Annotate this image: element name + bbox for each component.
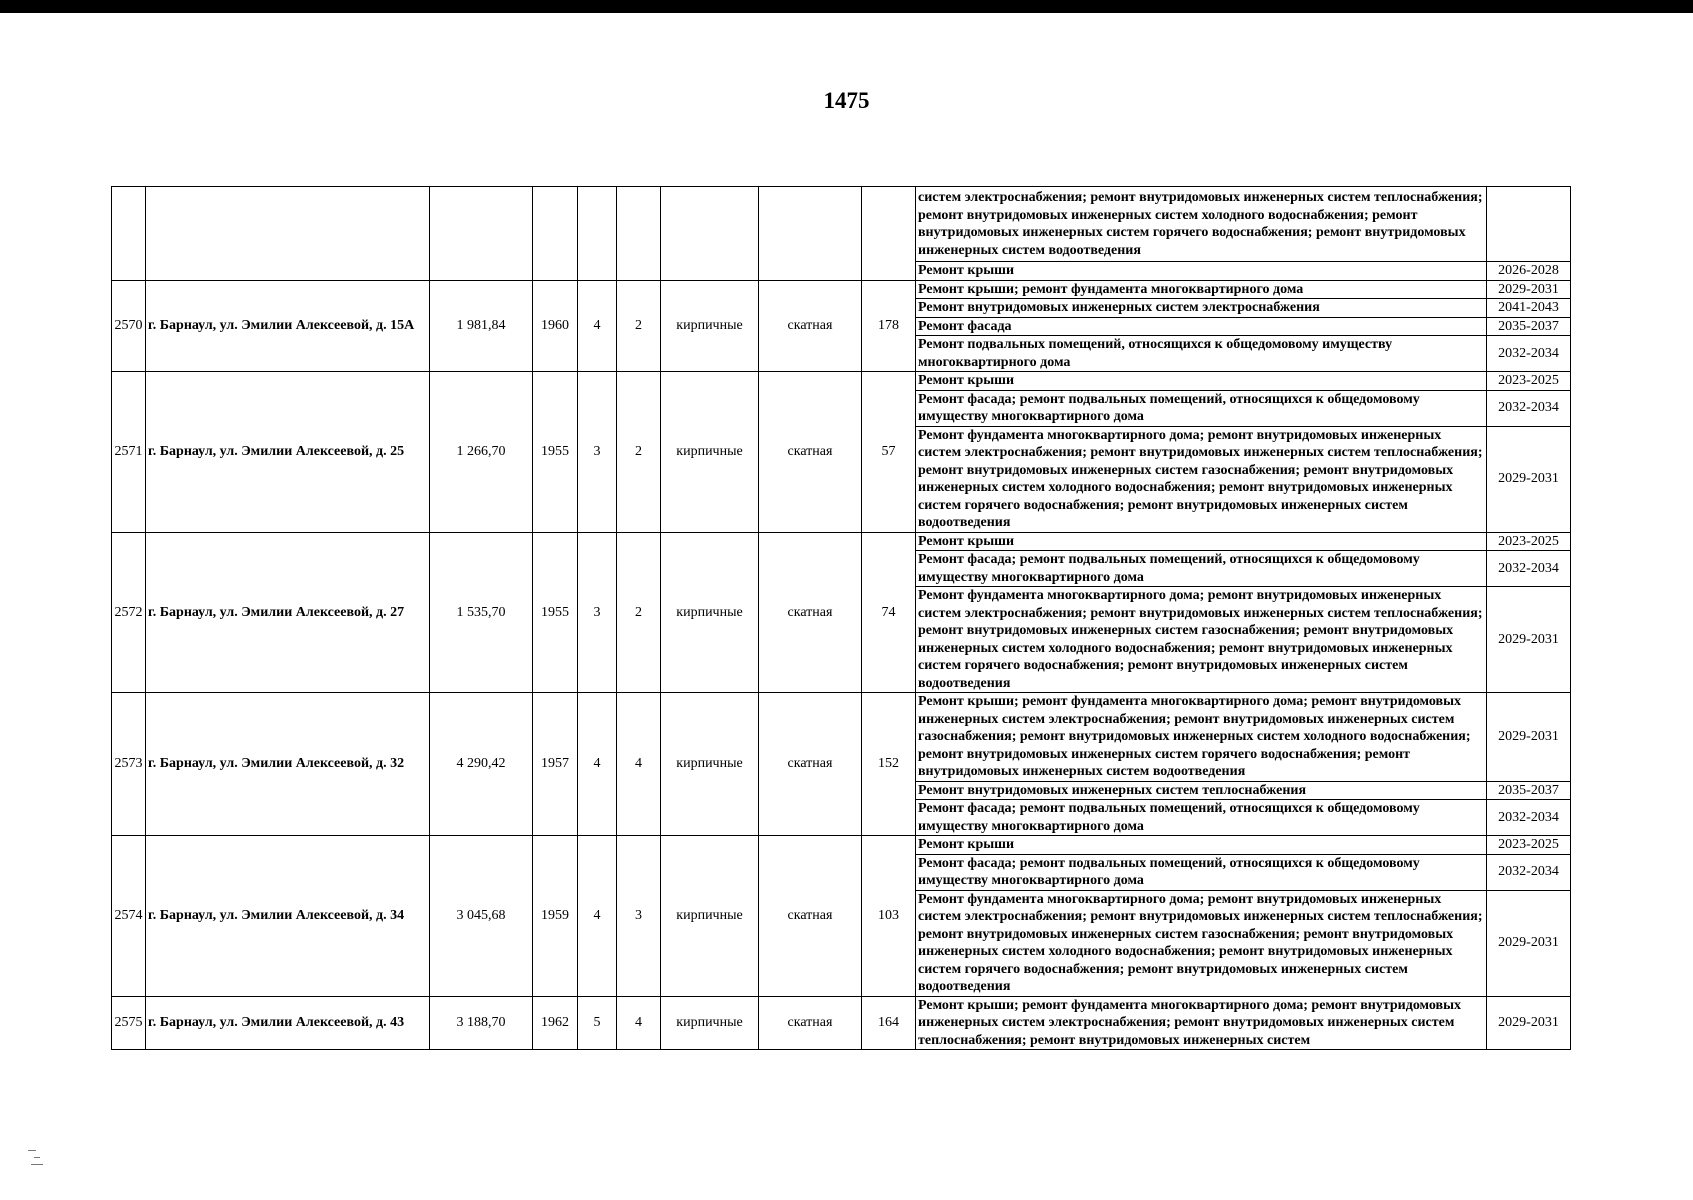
- cell-walls: кирпичные: [661, 836, 759, 997]
- cell-entrances: 4: [617, 693, 661, 836]
- cell-roof: скатная: [759, 693, 862, 836]
- cell-period: 2023-2025: [1487, 836, 1571, 855]
- cell-walls: кирпичные: [661, 996, 759, 1050]
- cell-residents: 74: [862, 532, 916, 693]
- cell-walls: кирпичные: [661, 280, 759, 372]
- cell-entrances: 2: [617, 280, 661, 372]
- cell-entrances: 2: [617, 532, 661, 693]
- table-row: [112, 280, 1571, 299]
- table-row: [112, 996, 1571, 1050]
- cell-area-empty: [430, 187, 533, 281]
- cell-year: 1957: [533, 693, 578, 836]
- cell-work: Ремонт фасада; ремонт подвальных помещений, относящихся к общедомовому имуществу многоквартирного дома: [916, 854, 1487, 890]
- cell-work: Ремонт фасада; ремонт подвальных помещений, относящихся к общедомовому имуществу многоквартирного дома: [916, 390, 1487, 426]
- cell-area: 3 045,68: [430, 836, 533, 997]
- housing-repair-table: [111, 186, 1571, 1050]
- cell-work: Ремонт крыши: [916, 836, 1487, 855]
- cell-floors: 3: [578, 532, 617, 693]
- cell-residents: 103: [862, 836, 916, 997]
- cell-floors: 5: [578, 996, 617, 1050]
- cell-period: 2041-2043: [1487, 299, 1571, 318]
- cell-year: 1962: [533, 996, 578, 1050]
- cell-work: Ремонт внутридомовых инженерных систем электроснабжения: [916, 299, 1487, 318]
- cell-num: 2573: [112, 693, 146, 836]
- page-number: 1475: [823, 88, 870, 113]
- cell-roof: скатная: [759, 836, 862, 997]
- cell-residents: 57: [862, 372, 916, 533]
- cell-floors: 3: [578, 372, 617, 533]
- cell-num: 2574: [112, 836, 146, 997]
- cell-year: 1955: [533, 372, 578, 533]
- cell-floors: 4: [578, 693, 617, 836]
- cell-residents: 152: [862, 693, 916, 836]
- cell-work: Ремонт фундамента многоквартирного дома; ремонт внутридомовых инженерных систем электроснабжения; ремонт внутридомовых инженерных систем теплоснабжения; ремонт внутридомовых инженерных систем газоснабжения; ремонт внутридомовых инженерных систем холодного водоснабжения; ремонт внутридомовых инженерных систем горячего водоснабжения; ремонт внутридомовых инженерных систем водоотведения: [916, 426, 1487, 532]
- cell-entrances: 4: [617, 996, 661, 1050]
- cell-period: 2032-2034: [1487, 800, 1571, 836]
- table-body: [112, 187, 1571, 1050]
- table-row: [112, 532, 1571, 551]
- cell-address: г. Барнаул, ул. Эмилии Алексеевой, д. 15А: [146, 280, 430, 372]
- cell-period: 2029-2031: [1487, 890, 1571, 996]
- cell-period: 2026-2028: [1487, 262, 1571, 281]
- cell-period: 2029-2031: [1487, 280, 1571, 299]
- cell-period-empty: [1487, 187, 1571, 262]
- cell-address-empty: [146, 187, 430, 281]
- cell-year-empty: [533, 187, 578, 281]
- cell-work: Ремонт фасада: [916, 317, 1487, 336]
- cell-address: г. Барнаул, ул. Эмилии Алексеевой, д. 34: [146, 836, 430, 997]
- cell-work: Ремонт крыши: [916, 532, 1487, 551]
- cell-roof-empty: [759, 187, 862, 281]
- cell-address: г. Барнаул, ул. Эмилии Алексеевой, д. 32: [146, 693, 430, 836]
- cell-floors: 4: [578, 836, 617, 997]
- cell-year: 1960: [533, 280, 578, 372]
- cell-residents: 178: [862, 280, 916, 372]
- cell-area: 1 981,84: [430, 280, 533, 372]
- cell-walls: кирпичные: [661, 693, 759, 836]
- cell-walls: кирпичные: [661, 372, 759, 533]
- cell-roof: скатная: [759, 280, 862, 372]
- scan-artifact: [22, 1148, 50, 1172]
- table-row: [112, 372, 1571, 391]
- cell-walls: кирпичные: [661, 532, 759, 693]
- table-row: [112, 693, 1571, 782]
- cell-period: 2032-2034: [1487, 854, 1571, 890]
- cell-work: Ремонт крыши; ремонт фундамента многоквартирного дома; ремонт внутридомовых инженерных систем электроснабжения; ремонт внутридомовых инженерных систем газоснабжения; ремонт внутридомовых инженерных систем холодного водоснабжения; ремонт внутридомовых инженерных систем горячего водоснабжения; ремонт внутридомовых инженерных систем водоотведения: [916, 693, 1487, 782]
- cell-period: 2029-2031: [1487, 587, 1571, 693]
- cell-address: г. Барнаул, ул. Эмилии Алексеевой, д. 25: [146, 372, 430, 533]
- cell-num: 2571: [112, 372, 146, 533]
- cell-entrances: 3: [617, 836, 661, 997]
- cell-work: Ремонт крыши; ремонт фундамента многоквартирного дома; ремонт внутридомовых инженерных систем электроснабжения; ремонт внутридомовых инженерных систем теплоснабжения; ремонт внутридомовых инженерных систем: [916, 996, 1487, 1050]
- cell-entrances-empty: [617, 187, 661, 281]
- cell-num-empty: [112, 187, 146, 281]
- cell-period: 2023-2025: [1487, 532, 1571, 551]
- cell-work: Ремонт крыши: [916, 372, 1487, 391]
- cell-residents-empty: [862, 187, 916, 281]
- cell-num: 2572: [112, 532, 146, 693]
- cell-period: 2023-2025: [1487, 372, 1571, 391]
- cell-period: 2029-2031: [1487, 996, 1571, 1050]
- cell-period: 2035-2037: [1487, 781, 1571, 800]
- cell-area: 3 188,70: [430, 996, 533, 1050]
- cell-roof: скатная: [759, 532, 862, 693]
- cell-work: Ремонт крыши: [916, 262, 1487, 281]
- cell-work: Ремонт внутридомовых инженерных систем теплоснабжения: [916, 781, 1487, 800]
- table-row: [112, 836, 1571, 855]
- cell-work: Ремонт фундамента многоквартирного дома; ремонт внутридомовых инженерных систем электроснабжения; ремонт внутридомовых инженерных систем теплоснабжения; ремонт внутридомовых инженерных систем газоснабжения; ремонт внутридомовых инженерных систем холодного водоснабжения; ремонт внутридомовых инженерных систем горячего водоснабжения; ремонт внутридомовых инженерных систем водоотведения: [916, 890, 1487, 996]
- cell-period: 2032-2034: [1487, 336, 1571, 372]
- cell-period: 2032-2034: [1487, 551, 1571, 587]
- scan-top-border: [0, 0, 1693, 13]
- table-row: [112, 187, 1571, 262]
- cell-work: Ремонт фасада; ремонт подвальных помещений, относящихся к общедомовому имуществу многоквартирного дома: [916, 551, 1487, 587]
- cell-period: 2035-2037: [1487, 317, 1571, 336]
- cell-area: 4 290,42: [430, 693, 533, 836]
- cell-period: 2029-2031: [1487, 693, 1571, 782]
- cell-floors: 4: [578, 280, 617, 372]
- cell-work: Ремонт фундамента многоквартирного дома; ремонт внутридомовых инженерных систем электроснабжения; ремонт внутридомовых инженерных систем теплоснабжения; ремонт внутридомовых инженерных систем газоснабжения; ремонт внутридомовых инженерных систем холодного водоснабжения; ремонт внутридомовых инженерных систем горячего водоснабжения; ремонт внутридомовых инженерных систем водоотведения: [916, 587, 1487, 693]
- cell-period: 2029-2031: [1487, 426, 1571, 532]
- cell-roof: скатная: [759, 372, 862, 533]
- cell-area: 1 266,70: [430, 372, 533, 533]
- cell-roof: скатная: [759, 996, 862, 1050]
- cell-entrances: 2: [617, 372, 661, 533]
- cell-walls-empty: [661, 187, 759, 281]
- cell-work-continued: систем электроснабжения; ремонт внутридомовых инженерных систем теплоснабжения; ремонт внутридомовых инженерных систем холодного водоснабжения; ремонт внутридомовых инженерных систем горячего водоснабжения; ремонт внутридомовых инженерных систем водоотведения: [916, 187, 1487, 262]
- cell-residents: 164: [862, 996, 916, 1050]
- cell-floors-empty: [578, 187, 617, 281]
- cell-num: 2575: [112, 996, 146, 1050]
- cell-address: г. Барнаул, ул. Эмилии Алексеевой, д. 27: [146, 532, 430, 693]
- cell-year: 1955: [533, 532, 578, 693]
- cell-address: г. Барнаул, ул. Эмилии Алексеевой, д. 43: [146, 996, 430, 1050]
- cell-num: 2570: [112, 280, 146, 372]
- cell-work: Ремонт фасада; ремонт подвальных помещений, относящихся к общедомовому имуществу многоквартирного дома: [916, 800, 1487, 836]
- cell-period: 2032-2034: [1487, 390, 1571, 426]
- cell-year: 1959: [533, 836, 578, 997]
- cell-area: 1 535,70: [430, 532, 533, 693]
- cell-work: Ремонт крыши; ремонт фундамента многоквартирного дома: [916, 280, 1487, 299]
- cell-work: Ремонт подвальных помещений, относящихся к общедомовому имуществу многоквартирного дома: [916, 336, 1487, 372]
